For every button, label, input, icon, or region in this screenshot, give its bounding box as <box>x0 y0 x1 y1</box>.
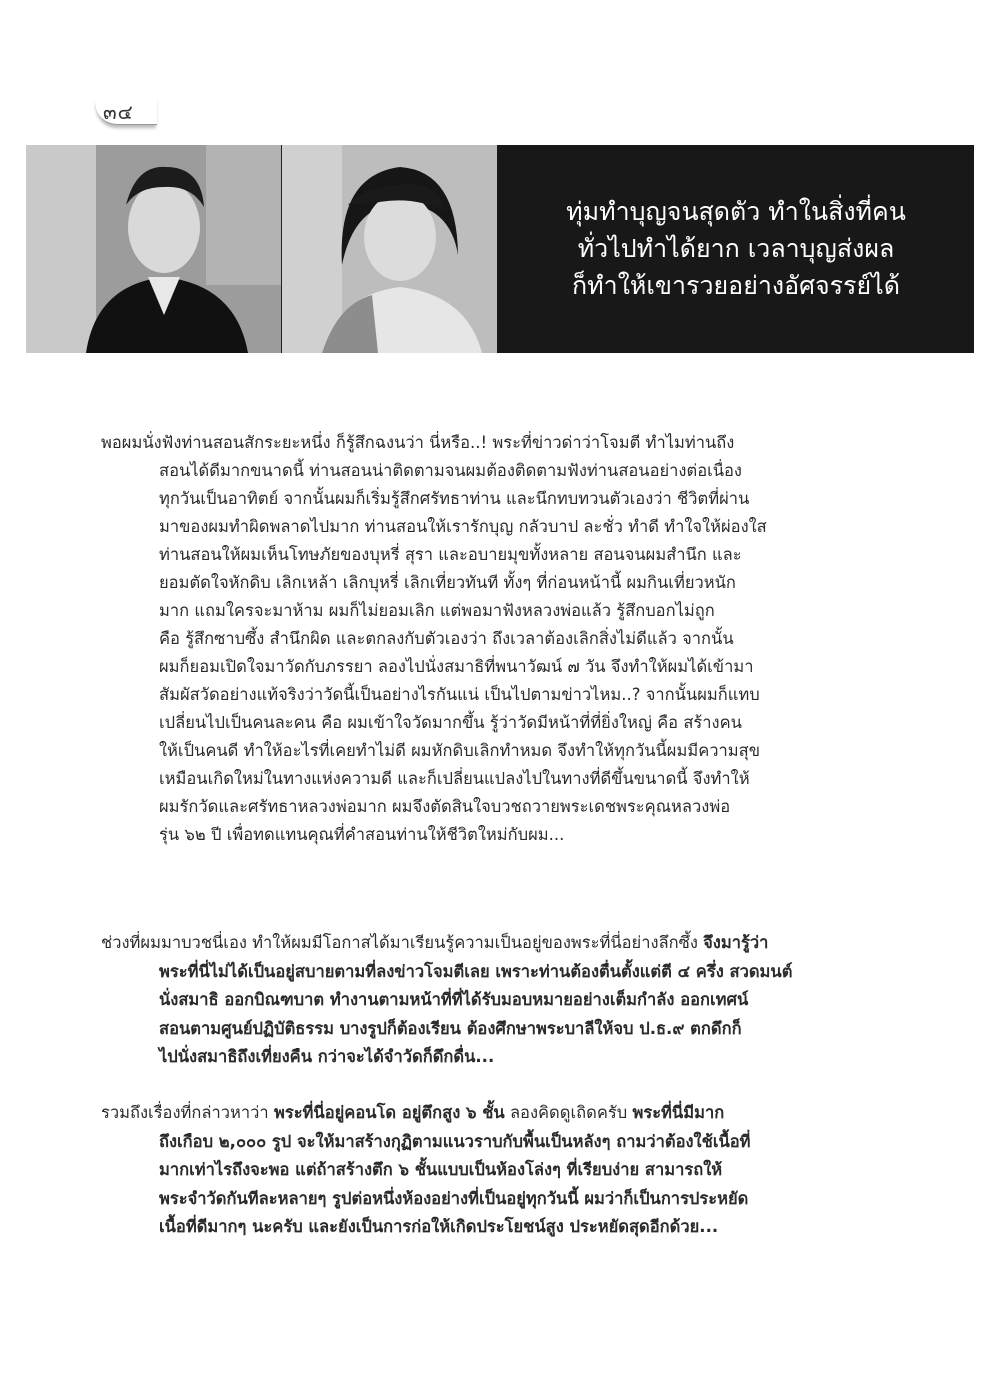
headline-line: ทุ่มทำบุญจนสุดตัว ทำในสิ่งที่คน <box>566 197 906 226</box>
headline-line: ก็ทำให้เขารวยอย่างอัศจรรย์ได้ <box>572 271 900 300</box>
paragraph-line: สัมผัสวัดอย่างแท้จริงว่าวัดนี้เป็นอย่างไรกันแน่ เป็นไปตามข่าวไหม..? จากนั้นผมก็แทบ <box>159 685 760 704</box>
page-number: ๓๔ <box>103 100 134 124</box>
paragraph-line: เหมือนเกิดใหม่ในทางแห่งความดี และก็เปลี่ยนแปลงไปในทางที่ดีขึ้นขนาดนี้ จึงทำให้ <box>159 769 750 788</box>
paragraph-bold-text: พระที่นี่มีมาก <box>632 1103 725 1122</box>
paragraph-line: มาก แถมใครจะมาห้าม ผมก็ไม่ยอมเลิก แต่พอมาฟังหลวงพ่อแล้ว รู้สึกบอกไม่ถูก <box>159 601 715 620</box>
paragraph-text: ลองคิดดูเถิดครับ <box>509 1103 628 1122</box>
paragraph-line: มากเท่าไรถึงจะพอ แต่ถ้าสร้างตึก ๖ ชั้นแบบเป็นห้องโล่งๆ ที่เรียบง่าย สามารถให้ <box>159 1160 723 1179</box>
paragraph-line: นั่งสมาธิ ออกบิณฑบาต ทำงานตามหน้าที่ที่ได้รับมอบหมายอย่างเต็มกำลัง ออกเทศน์ <box>159 990 749 1009</box>
paragraph-line: สอนได้ดีมากขนาดนี้ ท่านสอนน่าติดตามจนผมต้องติดตามฟังท่านสอนอย่างต่อเนื่อง <box>159 461 742 480</box>
paragraph-line: พระที่นี่ไม่ได้เป็นอยู่สบายตามที่ลงข่าวโจมตีเลย เพราะท่านต้องตื่นตั้งแต่ตี ๔ ครึ่ง สวดมนต์ <box>159 961 793 981</box>
headline-line: ทั่วไปทำได้ยาก เวลาบุญส่งผล <box>577 234 895 263</box>
paragraph-1 <box>101 429 931 849</box>
paragraph-bold-text: พระที่นี่อยู่คอนโด อยู่ตึกสูง ๖ ชั้น <box>273 1103 505 1122</box>
paragraph-text: ช่วงที่ผมมาบวชนี่เอง ทำให้ผมมีโอกาสได้มาเรียนรู้ความเป็นอยู่ของพระที่นี่อย่างลึกซึ้ง <box>101 933 698 952</box>
paragraph-line: ถึงเกือบ ๒,๐๐๐ รูป จะให้มาสร้างกุฏิตามแนวราบกับพื้นเป็นหลังๆ ถามว่าต้องใช้เนื้อที่ <box>159 1131 751 1151</box>
header-banner <box>26 145 974 353</box>
paragraph-line: ยอมตัดใจหักดิบ เลิกเหล้า เลิกบุหรี่ เลิกเที่ยวทันที ทั้งๆ ที่ก่อนหน้านี้ ผมกินเที่ยวหนัก <box>159 573 736 592</box>
paragraph-line: รุ่น ๖๒ ปี เพื่อทดแทนคุณที่คำสอนท่านให้ชีวิตใหม่กับผม... <box>159 825 565 844</box>
banner-headline <box>516 193 956 304</box>
paragraph-line: เนื้อที่ดีมากๆ นะครับ และยังเป็นการก่อให้เกิดประโยชน์สูง ประหยัดสุดอีกด้วย... <box>159 1217 719 1236</box>
paragraph-line: ทุกวันเป็นอาทิตย์ จากนั้นผมก็เริ่มรู้สึกศรัทธาท่าน และนึกทบทวนตัวเองว่า ชีวิตที่ผ่าน <box>159 489 750 508</box>
paragraph-3 <box>101 1099 931 1242</box>
paragraph-line <box>101 929 931 958</box>
paragraph-line: เปลี่ยนไปเป็นคนละคน คือ ผมเข้าใจวัดมากขึ้น รู้ว่าวัดมีหน้าที่ที่ยิ่งใหญ่ คือ สร้างคน <box>159 713 742 732</box>
paragraph-line: สอนตามศูนย์ปฏิบัติธรรม บางรูปก็ต้องเรียน ต้องศึกษาพระบาลีให้จบ ป.ธ.๙ ตกดึกก็ <box>159 1018 742 1038</box>
paragraph-bold-text: จึงมารู้ว่า <box>703 933 769 952</box>
paragraph-line: คือ รู้สึกซาบซึ้ง สำนึกผิด และตกลงกับตัวเองว่า ถึงเวลาต้องเลิกสิ่งไม่ดีแล้ว จากนั้น <box>159 629 734 648</box>
paragraph-line: มาของผมทำผิดพลาดไปมาก ท่านสอนให้เรารักบุญ กลัวบาป ละชั่ว ทำดี ทำใจให้ผ่องใส <box>159 517 767 536</box>
paragraph-line <box>101 1099 931 1128</box>
paragraph-line: ผมก็ยอมเปิดใจมาวัดกับภรรยา ลองไปนั่งสมาธิที่พนาวัฒน์ ๗ วัน จึงทำให้ผมได้เข้ามา <box>159 657 754 676</box>
paragraph-line: พอผมนั่งฟังท่านสอนสักระยะหนึ่ง ก็รู้สึกฉงนว่า นี่หรือ..! พระที่ข่าวด่าว่าโจมตี ทำไมท่านถึง <box>101 433 735 452</box>
paragraph-line: ผมรักวัดและศรัทธาหลวงพ่อมาก ผมจึงตัดสินใจบวชถวายพระเดชพระคุณหลวงพ่อ <box>159 797 731 816</box>
paragraph-line: ให้เป็นคนดี ทำให้อะไรที่เคยทำไม่ดี ผมหักดิบเลิกทำหมด จึงทำให้ทุกวันนี้ผมมีความสุข <box>159 741 761 760</box>
page-number-tab <box>95 96 157 125</box>
paragraph-line: ไปนั่งสมาธิถึงเที่ยงคืน กว่าจะได้จำวัดก็ดึกดื่น... <box>159 1047 495 1066</box>
man-portrait-photo <box>26 145 282 353</box>
paragraph-text: รวมถึงเรื่องที่กล่าวหาว่า <box>101 1103 269 1122</box>
paragraph-line: พระจำวัดกันทีละหลายๆ รูปต่อหนึ่งห้องอย่างที่เป็นอยู่ทุกวันนี้ ผมว่าก็เป็นการประหยัด <box>159 1188 749 1208</box>
woman-portrait-photo <box>282 145 497 353</box>
paragraph-2 <box>101 929 931 1072</box>
paragraph-line: ท่านสอนให้ผมเห็นโทษภัยของบุหรี่ สุรา และอบายมุขทั้งหลาย สอนจนผมสำนึก และ <box>159 545 742 564</box>
